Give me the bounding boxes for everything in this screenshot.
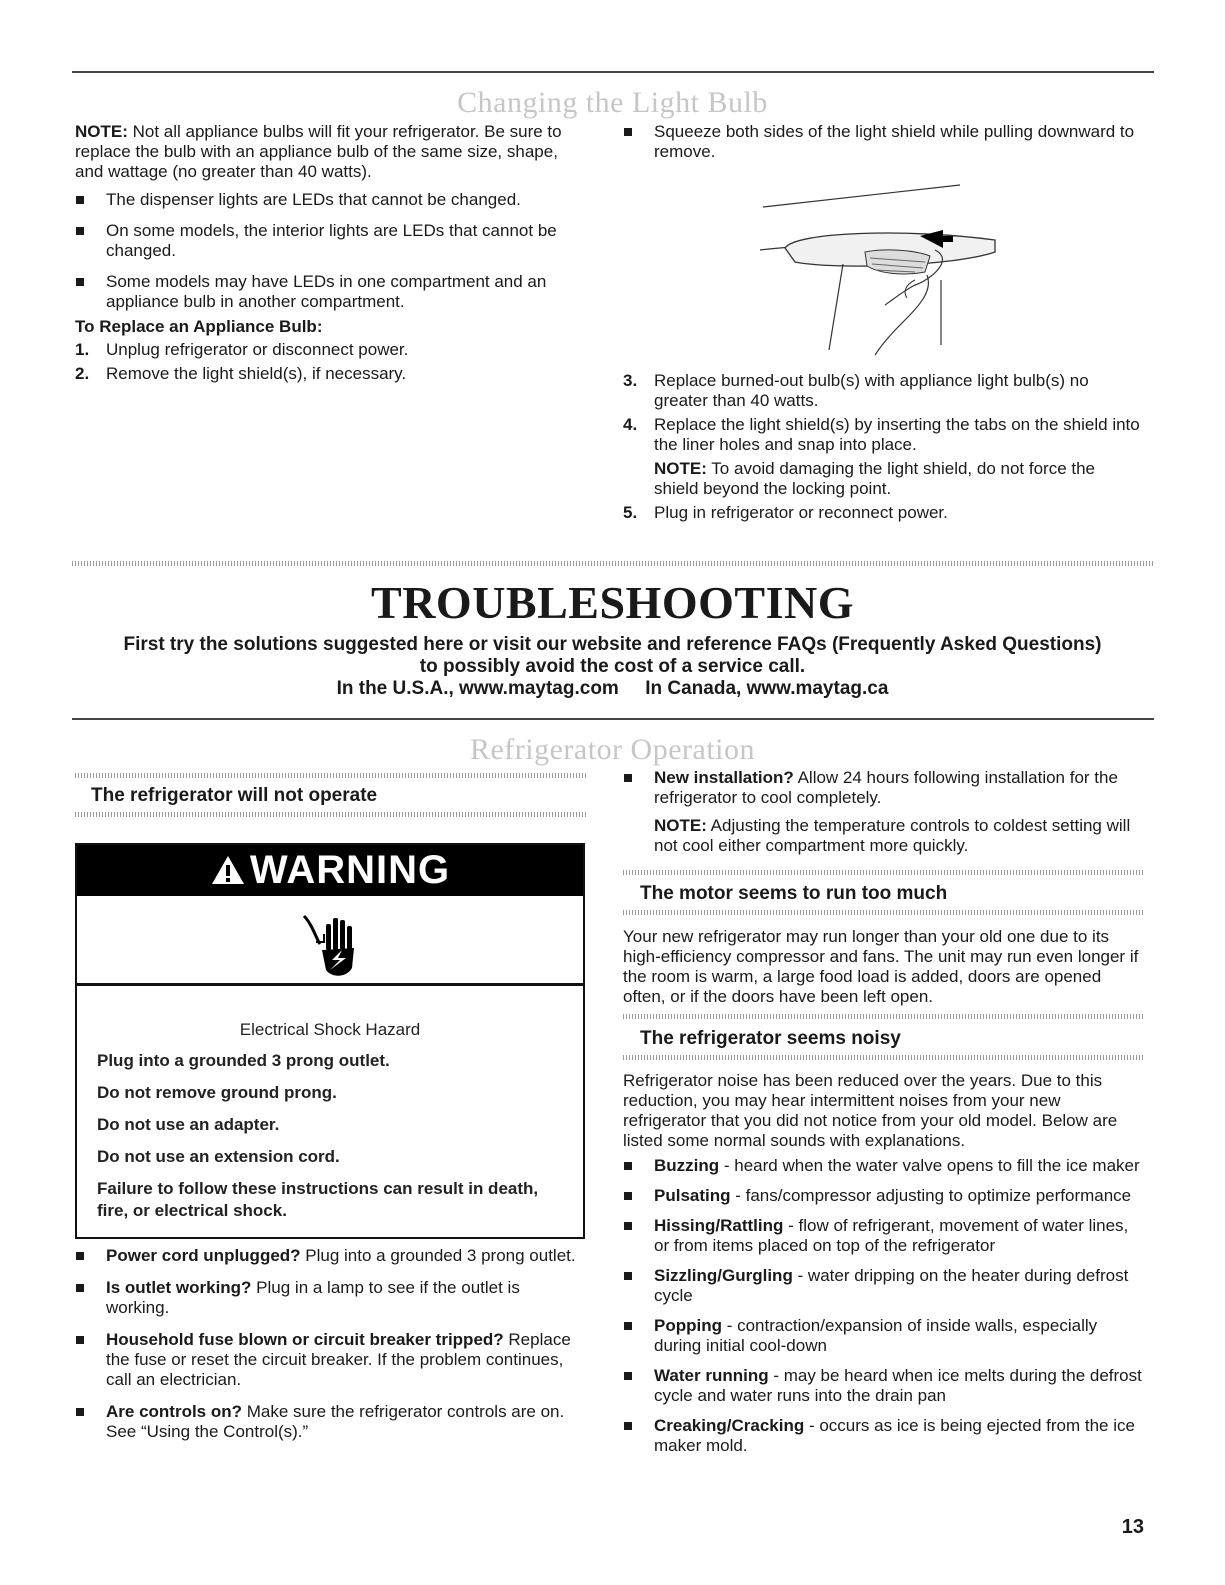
item-text: Plug into a grounded 3 prong outlet. xyxy=(300,1246,576,1265)
step-text: Plug in refrigerator or reconnect power. xyxy=(654,503,948,522)
step-number: 4. xyxy=(623,415,638,434)
motor-paragraph: Your new refrigerator may run longer than your old one due to its high-efficiency compressor and fans. The unit may run even longer if the room is warm, a large food load is added, doors are opened often, or if the doors have been left open. xyxy=(623,927,1139,1006)
warning-triangle-icon xyxy=(210,854,246,886)
item-label: Pulsating xyxy=(654,1186,731,1205)
step-text: Replace burned-out bulb(s) with appliance light bulb(s) no greater than 40 watts. xyxy=(654,371,1089,410)
list-item xyxy=(623,1366,1143,1406)
intro-line: First try the solutions suggested here or visit our website and reference FAQs (Frequently Asked Questions) xyxy=(123,634,1102,655)
step-number: 3. xyxy=(623,371,638,390)
hatched-divider xyxy=(72,561,1154,566)
troubleshooting-rule xyxy=(72,718,1154,720)
item-label: Is outlet working? xyxy=(106,1278,252,1297)
list-item xyxy=(75,1330,587,1390)
item-text: - occurs as ice is being ejected from the ice maker mold. xyxy=(654,1416,1135,1455)
step-number: 2. xyxy=(75,364,90,383)
not-operate-checklist xyxy=(75,1246,587,1453)
warning-line: Do not use an extension cord. xyxy=(97,1147,340,1166)
hazard-title: Electrical Shock Hazard xyxy=(239,1020,421,1039)
step-item xyxy=(623,415,1143,455)
warning-header xyxy=(77,845,583,896)
list-item xyxy=(623,1316,1143,1356)
light-shield-illustration xyxy=(755,180,1025,360)
warning-final-line: Failure to follow these instructions can result in death, fire, or electrical shock. xyxy=(97,1179,539,1220)
electric-shock-hand-icon xyxy=(302,912,362,980)
item-text: Replace the fuse or reset the circuit breaker. If the problem continues, call an electrician. xyxy=(106,1330,571,1389)
step-item xyxy=(623,371,1143,411)
note-label: NOTE: xyxy=(654,816,707,835)
hatched-divider xyxy=(623,1055,1143,1060)
motor-heading: The motor seems to run too much xyxy=(640,883,948,904)
item-label: Sizzling/Gurgling xyxy=(654,1266,793,1285)
item-text: - may be heard when ice melts during the defrost cycle and water runs into the drain pan xyxy=(654,1366,1142,1405)
item-label: Creaking/Cracking xyxy=(654,1416,805,1435)
item-label: Household fuse blown or circuit breaker tripped? xyxy=(106,1330,504,1349)
note-label: NOTE: xyxy=(75,122,128,141)
warning-line: Plug into a grounded 3 prong outlet. xyxy=(97,1051,390,1070)
noisy-paragraph: Refrigerator noise has been reduced over the years. Due to this reduction, you may hear intermittent noises from your new refrigerator that you did not notice from your old model. Below are listed some normal sounds with explanations. xyxy=(623,1071,1118,1150)
list-item xyxy=(623,1266,1143,1306)
troubleshooting-intro xyxy=(0,634,1225,700)
item-label: Popping xyxy=(654,1316,722,1335)
step-text: Unplug refrigerator or disconnect power. xyxy=(106,340,409,359)
list-item: The dispenser lights are LEDs that cannot be changed. xyxy=(75,190,587,210)
note-paragraph xyxy=(75,122,587,182)
not-operate-heading: The refrigerator will not operate xyxy=(91,785,378,806)
note-label: NOTE: xyxy=(654,459,707,478)
hatched-divider xyxy=(75,812,587,817)
step-item xyxy=(75,364,587,384)
warning-box xyxy=(75,843,585,1239)
list-item: On some models, the interior lights are LEDs that cannot be changed. xyxy=(75,221,587,261)
step-number: 5. xyxy=(623,503,638,522)
step-item xyxy=(75,340,587,360)
list-item xyxy=(623,1216,1143,1256)
item-label: Water running xyxy=(654,1366,769,1385)
section-title-light-bulb: Changing the Light Bulb xyxy=(457,86,768,119)
intro-line: to possibly avoid the cost of a service call. xyxy=(419,656,806,677)
step-number: 1. xyxy=(75,340,90,359)
light-bulb-right-column-top xyxy=(623,122,1143,173)
light-bulb-right-column-steps xyxy=(623,371,1143,527)
warning-line: Do not remove ground prong. xyxy=(97,1083,337,1102)
list-item xyxy=(623,1416,1143,1456)
section-title-refrigerator-operation: Refrigerator Operation xyxy=(469,733,756,766)
hatched-divider xyxy=(623,910,1143,915)
item-text: - contraction/expansion of inside walls, especially during initial cool-down xyxy=(654,1316,1098,1355)
list-item xyxy=(623,768,1143,808)
warning-separator xyxy=(77,983,583,986)
light-bulb-left-column xyxy=(75,122,587,388)
new-install-note xyxy=(623,816,1143,856)
step-item xyxy=(623,503,1143,523)
list-item xyxy=(623,1156,1143,1176)
step-text: Replace the light shield(s) by inserting the tabs on the shield into the liner holes and snap into place. xyxy=(654,415,1140,454)
troubleshooting-title: TROUBLESHOOTING xyxy=(371,577,854,628)
top-rule xyxy=(72,71,1154,73)
item-label: Are controls on? xyxy=(106,1402,243,1421)
item-text: - flow of refrigerant, movement of water lines, or from items placed on top of the refrigerator xyxy=(654,1216,1129,1255)
list-item xyxy=(75,1278,587,1318)
hatched-divider xyxy=(75,773,587,778)
item-label: Hissing/Rattling xyxy=(654,1216,784,1235)
list-item xyxy=(75,1402,587,1442)
shield-note xyxy=(623,459,1143,499)
note-text: To avoid damaging the light shield, do not force the shield beyond the locking point. xyxy=(654,459,1096,498)
note-text: Adjusting the temperature controls to coldest setting will not cool either compartment more quickly. xyxy=(654,816,1131,855)
noisy-heading: The refrigerator seems noisy xyxy=(640,1028,901,1049)
noise-list xyxy=(623,1156,1143,1467)
item-text: - heard when the water valve opens to fill the ice maker xyxy=(719,1156,1140,1175)
intro-website-line: In the U.S.A., www.maytag.com In Canada, www.maytag.ca xyxy=(336,678,889,699)
warning-header-text: WARNING xyxy=(249,848,451,892)
new-installation-block xyxy=(623,768,1143,856)
replace-bulb-subhead: To Replace an Appliance Bulb: xyxy=(75,317,323,336)
item-text: - fans/compressor adjusting to optimize performance xyxy=(730,1186,1132,1205)
item-text: - water dripping on the heater during defrost cycle xyxy=(654,1266,1129,1305)
list-item: Some models may have LEDs in one compartment and an appliance bulb in another compartment. xyxy=(75,272,587,312)
list-item: Squeeze both sides of the light shield while pulling downward to remove. xyxy=(623,122,1143,162)
list-item xyxy=(623,1186,1143,1206)
note-text: Not all appliance bulbs will fit your refrigerator. Be sure to replace the bulb with an appliance bulb of the same size, shape, and wattage (no greater than 40 watts). xyxy=(75,122,562,181)
item-text: Plug in a lamp to see if the outlet is working. xyxy=(106,1278,520,1317)
item-label: Power cord unplugged? xyxy=(106,1246,301,1265)
step-text: Remove the light shield(s), if necessary. xyxy=(106,364,407,383)
item-label: Buzzing xyxy=(654,1156,720,1175)
hatched-divider xyxy=(623,870,1143,875)
item-text: Allow 24 hours following installation for the refrigerator to cool completely. xyxy=(654,768,1118,807)
page-number: 13 xyxy=(1121,1516,1144,1538)
warning-line: Do not use an adapter. xyxy=(97,1115,280,1134)
list-item xyxy=(75,1246,587,1266)
hatched-divider xyxy=(623,1014,1143,1019)
item-label: New installation? xyxy=(654,768,794,787)
item-text: Make sure the refrigerator controls are on. See “Using the Control(s).” xyxy=(106,1402,565,1441)
